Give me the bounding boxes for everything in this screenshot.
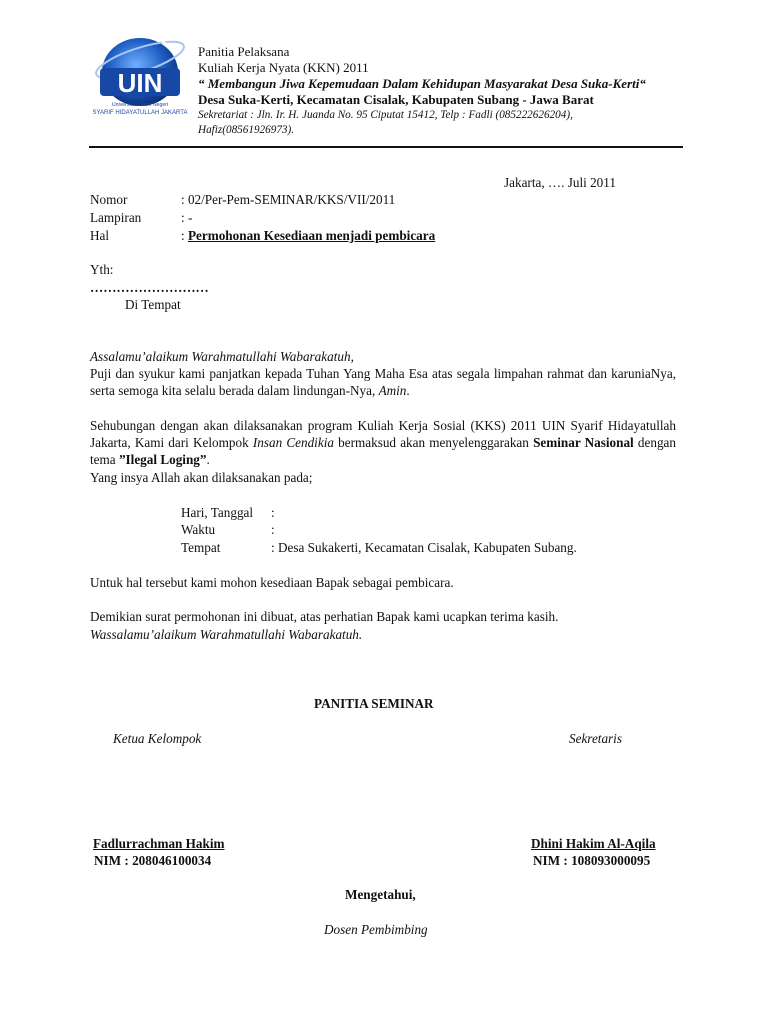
paragraph-praise	[90, 365, 676, 399]
event-group: Insan Cendikia	[252, 435, 334, 450]
hal-colon: :	[181, 228, 188, 243]
schedule-place-label: Tempat	[181, 540, 221, 555]
letterhead-divider	[89, 146, 683, 148]
recipient-yth: Yth:	[90, 262, 114, 277]
letterhead-location: Desa Suka-Kerti, Kecamatan Cisalak, Kabupaten Subang - Jawa Barat	[198, 92, 594, 107]
recipient-name-dots: ………………………	[90, 280, 209, 295]
letterhead-program: Kuliah Kerja Nyata (KKN) 2011	[198, 60, 369, 75]
schedule-time-label: Waktu	[181, 522, 216, 537]
closing-greeting: Wassalamu’alaikum Warahmatullahi Wabarakatuh.	[90, 627, 363, 642]
letterhead-motto: “ Membangun Jiwa Kepemudaan Dalam Kehidupan Masyarakat Desa Suka-Kerti“	[198, 76, 646, 91]
hal-value: Permohonan Kesediaan menjadi pembicara	[187, 228, 436, 243]
paragraph-event	[90, 417, 676, 468]
request-paragraph: Untuk hal tersebut kami mohon kesediaan Bapak sebagai pembicara.	[90, 575, 454, 590]
advisor-role: Dosen Pembimbing	[324, 922, 428, 937]
letterhead-secretariat: Sekretariat : Jln. Ir. H. Juanda No. 95 Ciputat 15412, Telp : Fadli (085222626204),	[198, 109, 573, 121]
lampiran-label: Lampiran	[90, 210, 142, 225]
letterhead-committee: Panitia Pelaksana	[198, 44, 290, 59]
greeting: Assalamu’alaikum Warahmatullahi Wabarakatuh,	[90, 349, 354, 364]
left-signer-name: Fadlurrachman Hakim	[93, 836, 225, 851]
event-theme-intro: dengan tema	[90, 435, 676, 467]
event-theme: ”Ilegal Loging”	[118, 452, 207, 467]
logo-caption-2: SYARIF HIDAYATULLAH JAKARTA	[92, 110, 188, 116]
right-signer-name: Dhini Hakim Al-Aqila	[531, 836, 656, 851]
event-mid: bermaksud akan menyelenggarakan	[333, 435, 534, 450]
nomor-value: : 02/Per-Pem-SEMINAR/KKS/VII/2011	[181, 192, 396, 207]
left-signer-nim: NIM : 208046100034	[94, 853, 212, 868]
logo-caption-1: Universitas Islam Negeri	[111, 102, 169, 108]
praise-text: Puji dan syukur kami panjatkan kepada Tuhan Yang Maha Esa atas segala limpahan rahmat dan karuniaNya, serta semoga kita selalu berada dalam lindungan-Nya,	[90, 366, 676, 398]
schedule-date-label: Hari, Tanggal	[181, 505, 254, 520]
hal-label: Hal	[90, 228, 110, 243]
closing-paragraph: Demikian surat permohonan ini dibuat, atas perhatian Bapak kami ucapkan terima kasih.	[90, 609, 559, 624]
hal-row	[181, 227, 435, 244]
right-signer-nim: NIM : 108093000095	[533, 853, 651, 868]
schedule-place-value: : Desa Sukakerti, Kecamatan Cisalak, Kabupaten Subang.	[271, 540, 577, 555]
praise-amin: Amin	[378, 383, 407, 398]
event-intro: Sehubungan dengan akan dilaksanakan program Kuliah Kerja Sosial (KKS) 2011 UIN Syarif Hidayatullah Jakarta, Kami dari Kelompok	[90, 418, 676, 450]
recipient-place: Di Tempat	[125, 297, 181, 312]
letterhead-contact: Hafiz(08561926973).	[198, 124, 295, 136]
lampiran-value: : -	[181, 210, 193, 225]
committee-title: PANITIA SEMINAR	[314, 696, 434, 711]
letterhead	[198, 44, 646, 138]
letter-date: Jakarta, …. Juli 2011	[504, 175, 616, 190]
schedule-time-value: :	[271, 522, 275, 537]
schedule-date-value: :	[271, 505, 275, 520]
left-signer-role: Ketua Kelompok	[113, 731, 202, 746]
right-signer-role: Sekretaris	[569, 731, 622, 746]
acknowledged-label: Mengetahui,	[345, 887, 416, 902]
praise-end: .	[406, 383, 410, 398]
event-schedule-intro: Yang insya Allah akan dilaksanakan pada;	[90, 470, 313, 485]
logo-text: UIN	[117, 68, 163, 98]
uin-logo	[92, 30, 188, 122]
event-end: .	[206, 452, 210, 467]
event-seminar: Seminar Nasional	[533, 435, 634, 450]
nomor-label: Nomor	[90, 192, 128, 207]
